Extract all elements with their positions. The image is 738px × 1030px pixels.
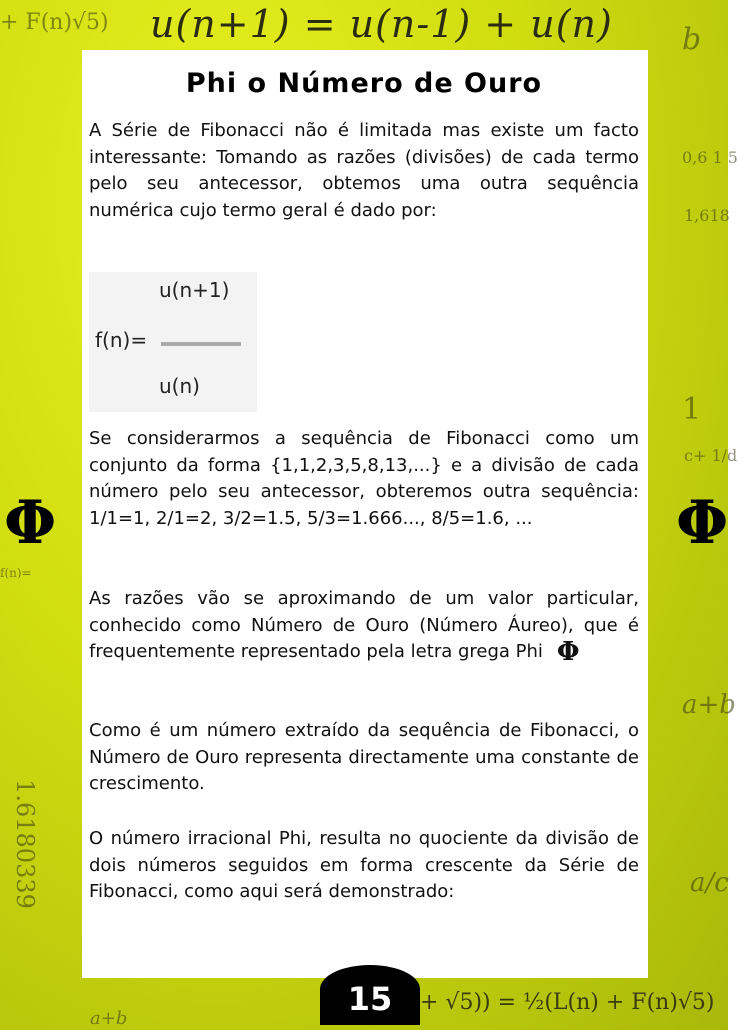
- bg-a-over-c: a/c: [690, 868, 729, 898]
- phi-left-symbol: Φ: [4, 488, 57, 558]
- page-number: 15: [347, 980, 393, 1018]
- page-title: Phi o Número de Ouro: [185, 68, 543, 99]
- paragraph-1: A Série de Fibonacci não é limitada mas existe um facto interessante: Tomando as razões (divisões) de cada termo pelo seu antecessor, obtemos uma outra sequência numérica cujo termo geral é dado por:: [89, 120, 639, 221]
- paragraph-4: Como é um número extraído da sequência de Fibonacci, o Número de Ouro representa directamente uma constante de crescimento.: [89, 720, 639, 794]
- header-formula: u(n+1) = u(n-1) + u(n): [150, 2, 613, 46]
- formula-denominator: u(n): [159, 374, 200, 398]
- bg-digits: 1.6180339: [10, 779, 39, 909]
- fraction-bar: [161, 342, 241, 346]
- paragraph-5: O número irracional Phi, resulta no quociente da divisão de dois números seguidos em forma crescente da Série de Fibonacci, como aqui será demonstrado:: [89, 828, 639, 902]
- paragraph-3: [89, 586, 639, 666]
- bg-number-1: 1: [682, 392, 702, 427]
- formula-label: f(n)=: [95, 328, 148, 352]
- bg-number-0615: 0,6 1 5: [682, 148, 738, 167]
- phi-right-symbol: Φ: [676, 488, 729, 558]
- paragraph-3-text: As razões vão se aproximando de um valor particular, conhecido como Número de Ouro (Número Áureo), que é frequentemente representado pela letra grega Phi: [89, 588, 639, 662]
- bg-number-1618: 1,618: [684, 206, 730, 225]
- phi-inline-symbol: Φ: [556, 637, 580, 667]
- bg-f-of-n: f(n)=: [0, 566, 32, 580]
- bg-a-plus-b-bottom: a+b: [90, 1008, 128, 1029]
- bg-formula-topleft: + F(n)√5): [0, 10, 109, 35]
- bg-fraction: c+ 1/d: [684, 446, 738, 465]
- bg-a-plus-b: a+b: [682, 690, 736, 720]
- fraction-formula: [89, 272, 257, 412]
- footer-formula: + √5)) = ½(L(n) + F(n)√5): [420, 990, 715, 1015]
- bg-letter-b: b: [682, 22, 702, 57]
- paragraph-2: Se considerarmos a sequência de Fibonacci como um conjunto da forma {1,1,2,3,5,8,13,...} e a divisão de cada número pelo seu antecessor, obteremos outra sequência: 1/1=1, 2/1=2, 3/2=1.5, 5/3=1.666..., 8/5=1.6, ...: [89, 428, 639, 529]
- formula-numerator: u(n+1): [159, 278, 230, 302]
